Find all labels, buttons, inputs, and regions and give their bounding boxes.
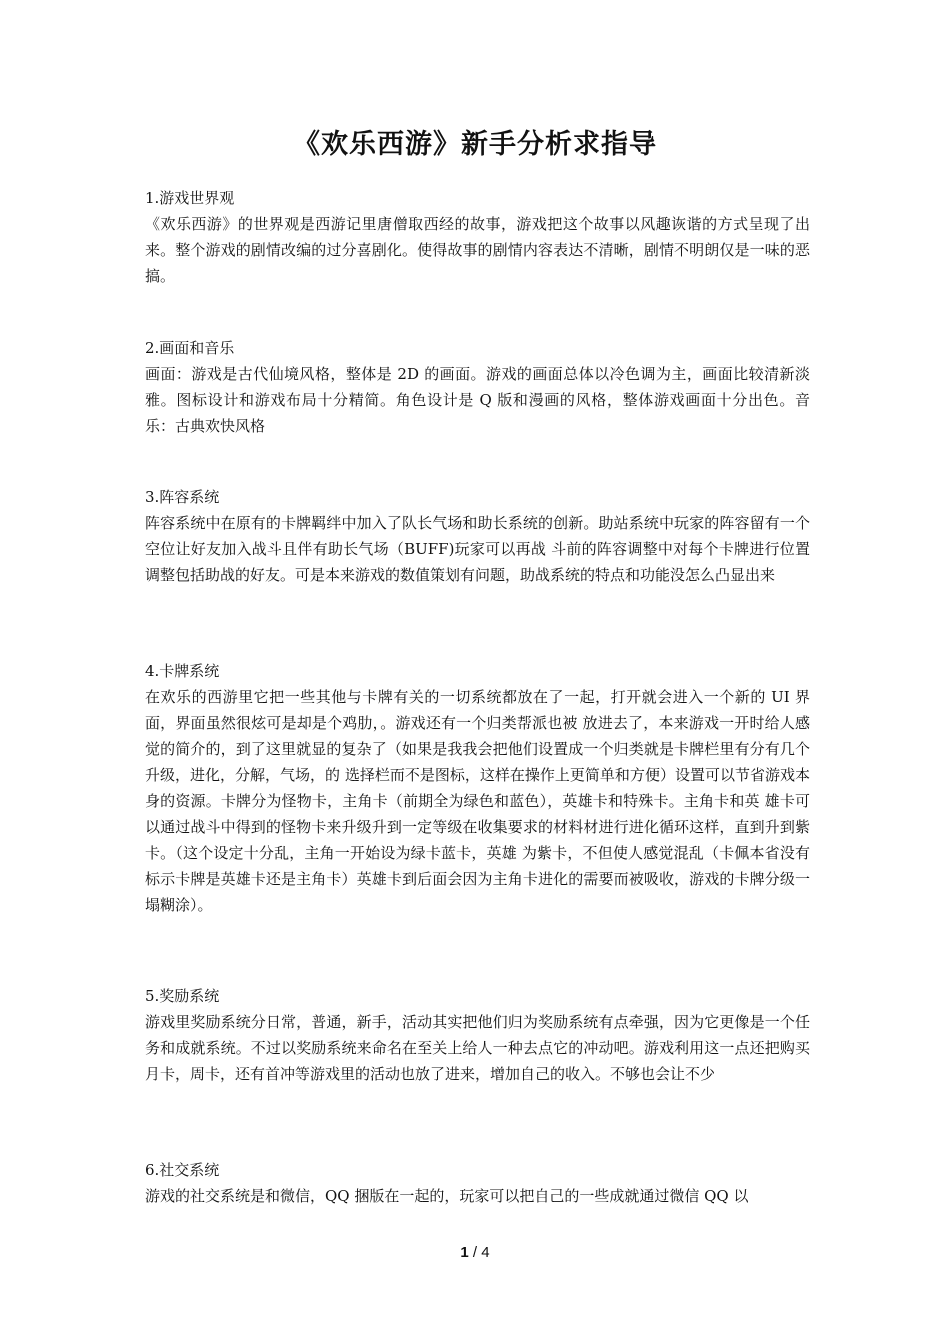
page-number (0, 1244, 950, 1261)
section-body: 阵容系统中在原有的卡牌羁绊中加入了队长气场和助长系统的创新。助站系统中玩家的阵容留有一个空位让好友加入战斗且伴有助长气场（BUFF)玩家可以再战 斗前的阵容调整中对每个卡牌进行位置调整包括助战的好友。可是本来游戏的数值策划有问题，助战系统的特点和功能没怎么凸显出来 (145, 514, 810, 584)
page-separator: / (468, 1244, 482, 1261)
section-heading: 3.阵容系统 (145, 488, 220, 506)
section-body: 在欢乐的西游里它把一些其他与卡牌有关的一切系统都放在了一起，打开就会进入一个新的 UI 界面，界面虽然很炫可是却是个鸡肋，。游戏还有一个归类帮派也被 放进去了，本来游戏一开时给人感觉的简介的，到了这里就显的复杂了（如果是我我会把他们设置成一个归类就是卡牌栏里有分有几个升级，进化，分解，气场，的 选择栏而不是图标，这样在操作上更简单和方便）设置可以节省游戏本身的资源。卡牌分为怪物卡，主角卡（前期全为绿色和蓝色），英雄卡和特殊卡。主角卡和英 雄卡可以通过战斗中得到的怪物卡来升级升到一定等级在收集要求的材料材进行进化循环这样，直到升到紫卡。（这个设定十分乱，主角一开始设为绿卡蓝卡，英雄 为紫卡，不但使人感觉混乱（卡佩本省没有标示卡牌是英雄卡还是主角卡）英雄卡到后面会因为主角卡进化的需要而被吸收，游戏的卡牌分级一塌糊涂）。 (145, 688, 810, 914)
section-heading: 6.社交系统 (145, 1161, 220, 1179)
section-graphics-music (145, 335, 810, 439)
section-heading: 1.游戏世界观 (145, 189, 235, 207)
total-pages: 4 (481, 1244, 490, 1261)
section-body: 游戏的社交系统是和微信，QQ 捆版在一起的，玩家可以把自己的一些成就通过微信 QQ 以 (145, 1187, 749, 1205)
section-body: 游戏里奖励系统分日常，普通，新手，活动其实把他们归为奖励系统有点牵强，因为它更像是一个任务和成就系统。不过以奖励系统来命名在至关上给人一种去点它的冲动吧。游戏利用这一点还把购买月卡，周卡，还有首冲等游戏里的活动也放了进来，增加自己的收入。不够也会让不少 (145, 1013, 810, 1083)
section-reward-system (145, 983, 810, 1087)
section-card-system (145, 658, 810, 918)
section-heading: 2.画面和音乐 (145, 339, 235, 357)
document-title: 《欢乐西游》新手分析求指导 (293, 129, 657, 160)
section-world-view (145, 185, 810, 289)
section-lineup-system (145, 484, 810, 588)
section-social-system (145, 1157, 810, 1209)
section-body: 画面：游戏是古代仙境风格，整体是 2D 的画面。游戏的画面总体以冷色调为主，画面比较清新淡雅。图标设计和游戏布局十分精简。角色设计是 Q 版和漫画的风格，整体游戏画面十分出色。音乐：古典欢快风格 (145, 365, 810, 435)
current-page: 1 (460, 1244, 469, 1261)
section-heading: 5.奖励系统 (145, 987, 220, 1005)
section-body: 《欢乐西游》的世界观是西游记里唐僧取西经的故事，游戏把这个故事以风趣诙谐的方式呈现了出来。整个游戏的剧情改编的过分喜剧化。使得故事的剧情内容表达不清晰，剧情不明朗仅是一味的恶搞。 (145, 215, 810, 285)
section-heading: 4.卡牌系统 (145, 662, 220, 680)
